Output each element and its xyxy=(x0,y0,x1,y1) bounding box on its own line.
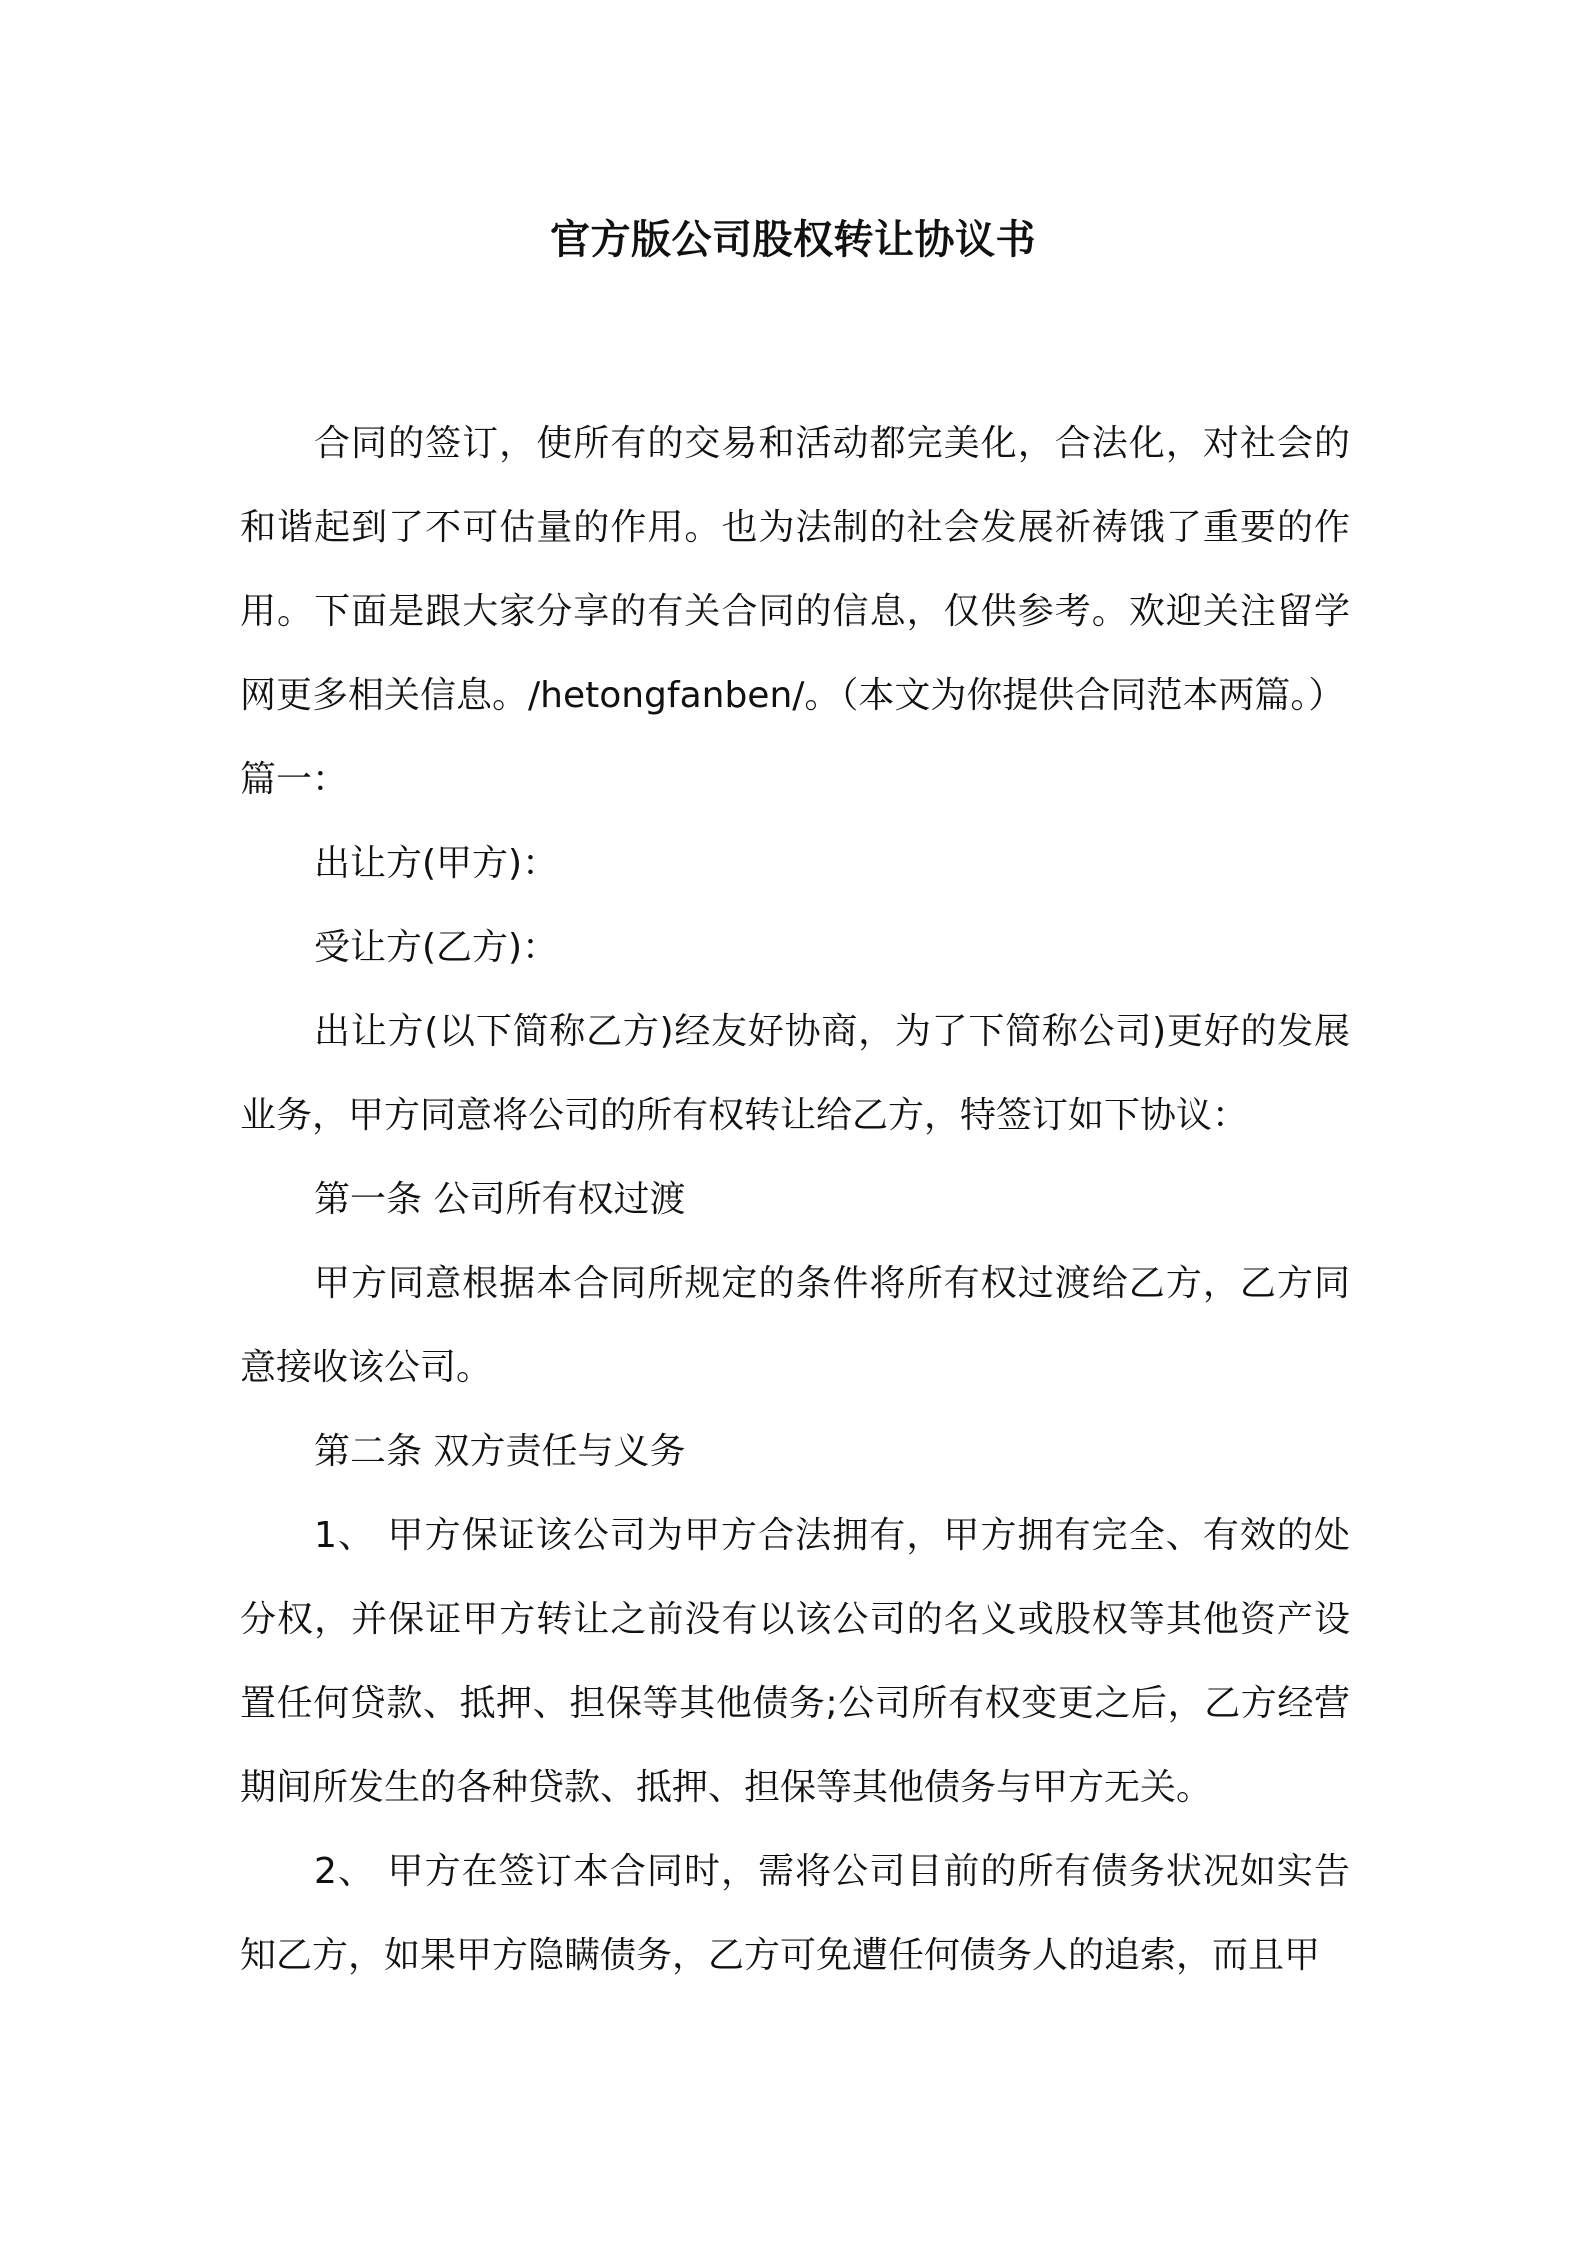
document-title: 官方版公司股权转让协议书 xyxy=(550,217,1036,263)
clause-one-paragraph: 1、 甲方保证该公司为甲方合法拥有，甲方拥有完全、有效的处分权，并保证甲方转让之前没有以该公司的名义或股权等其他资产设置任何贷款、抵押、担保等其他债务;公司所有权变更之后，乙方经营期间所发生的各种贷款、抵押、担保等其他债务与甲方无关。 xyxy=(240,1515,1350,1808)
transferee-line: 受让方(乙方)： xyxy=(314,927,559,968)
document-body xyxy=(240,402,1350,1998)
article-one-paragraph: 甲方同意根据本合同所规定的条件将所有权过渡给乙方，乙方同意接收该公司。 xyxy=(240,1263,1350,1388)
transferor-line: 出让方(甲方)： xyxy=(314,843,559,884)
article-one-heading: 第一条 公司所有权过渡 xyxy=(314,1179,686,1220)
article-two-heading: 第二条 双方责任与义务 xyxy=(314,1431,686,1472)
section-heading-part-one: 篇一： xyxy=(240,759,349,800)
preamble-paragraph: 出让方(以下简称乙方)经友好协商，为了下简称公司)更好的发展业务，甲方同意将公司的所有权转让给乙方，特签订如下协议： xyxy=(240,1011,1350,1136)
clause-two-paragraph: 2、 甲方在签订本合同时，需将公司目前的所有债务状况如实告知乙方，如果甲方隐瞒债务，乙方可免遭任何债务人的追索，而且甲 xyxy=(240,1851,1350,1976)
intro-paragraph: 合同的签订，使所有的交易和活动都完美化，合法化，对社会的和谐起到了不可估量的作用。也为法制的社会发展祈祷饿了重要的作用。下面是跟大家分享的有关合同的信息，仅供参考。欢迎关注留学网更多相关信息。/hetongfanben/。（本文为你提供合同范本两篇。） xyxy=(240,423,1350,716)
